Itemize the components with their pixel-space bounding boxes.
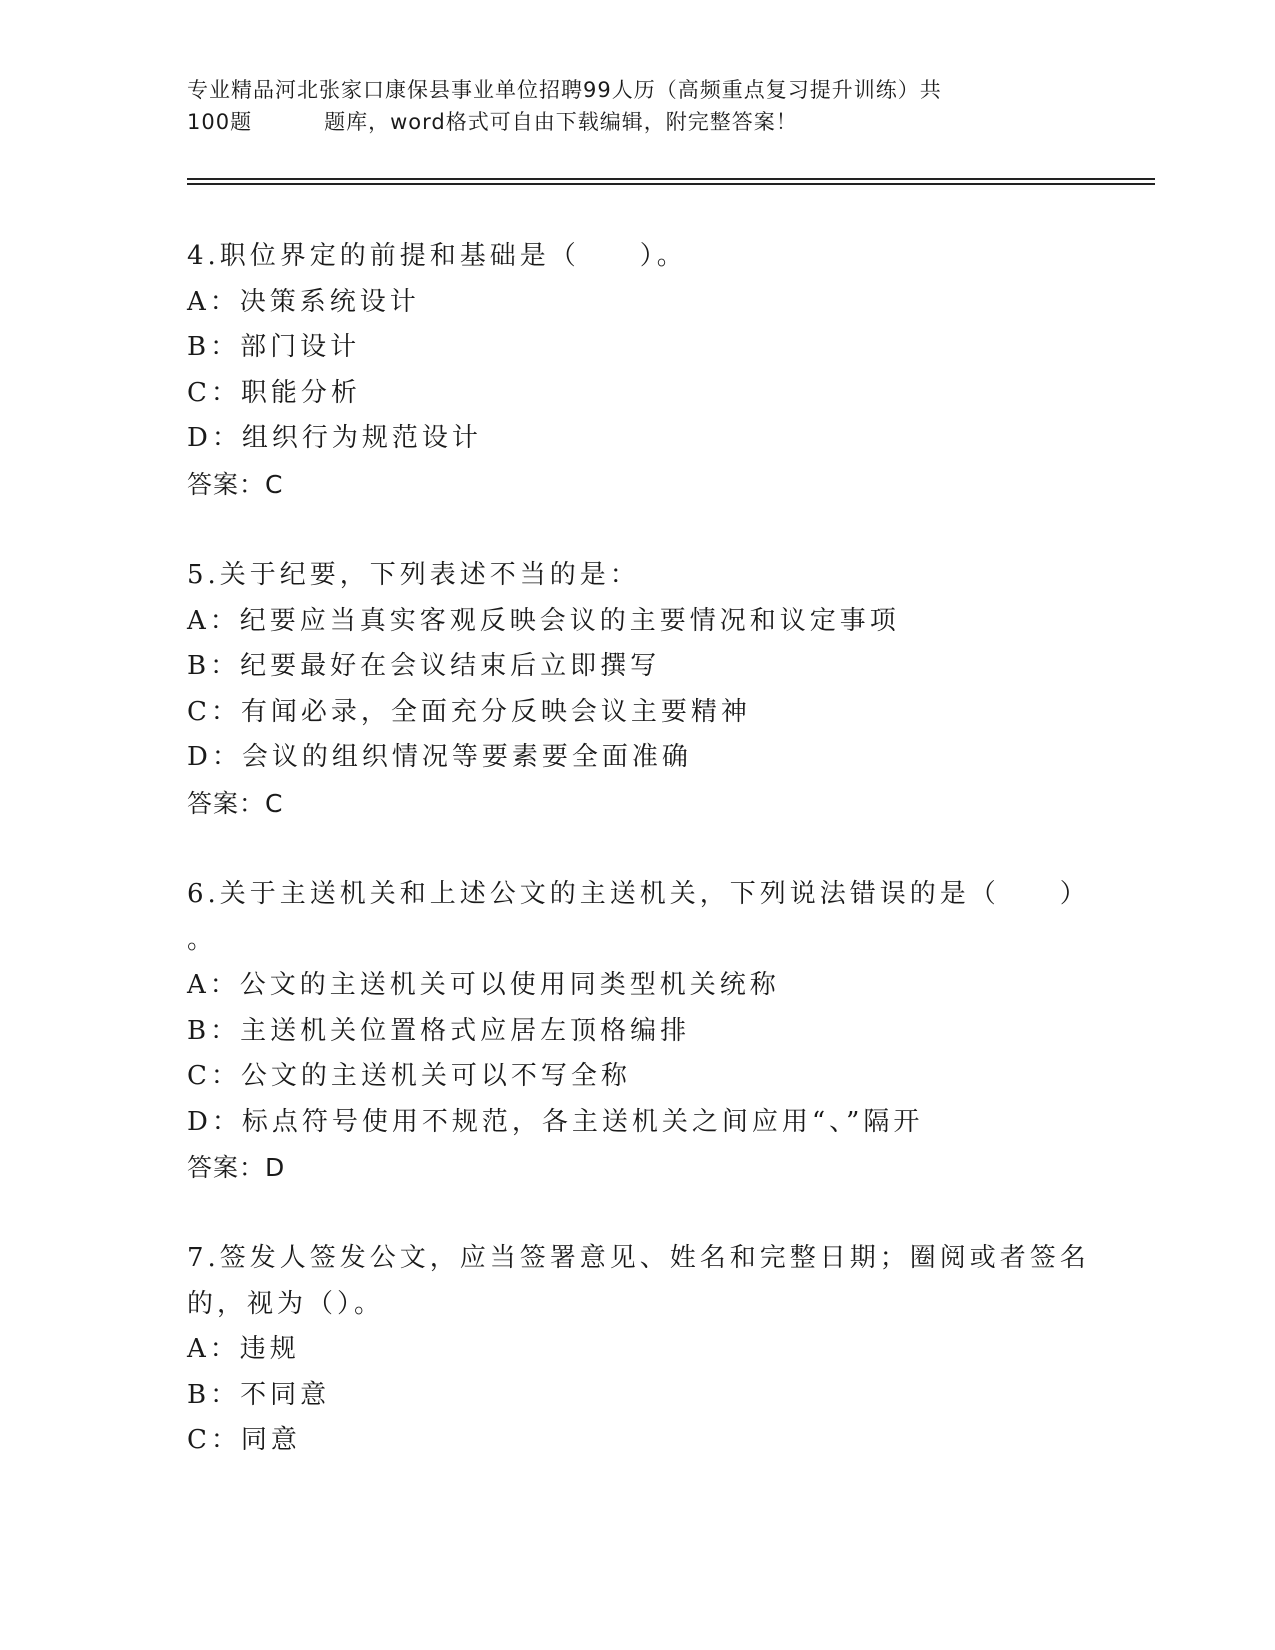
question-stem: 4.职位界定的前提和基础是（ ）。 <box>187 241 687 271</box>
question-block <box>187 553 1087 826</box>
header-divider-top <box>187 178 1155 180</box>
question-block <box>187 234 1087 507</box>
option-b: B：纪要最好在会议结束后立即撰写 <box>187 651 661 681</box>
option-d: D：会议的组织情况等要素要全面准确 <box>187 742 692 772</box>
header-title-line1: 专业精品河北张家口康保县事业单位招聘99人历（高频重点复习提升训练）共 <box>187 78 942 102</box>
question-stem: 7.签发人签发公文，应当签署意见、姓名和完整日期；圈阅或者签名 <box>187 1243 1090 1273</box>
option-c: C：职能分析 <box>187 377 361 408</box>
question-stem: 5.关于纪要，下列表述不当的是： <box>187 560 640 590</box>
option-d: D：组织行为规范设计 <box>187 423 482 453</box>
question-stem-continuation: 。 <box>187 924 218 955</box>
answer-text: 答案：D <box>187 1153 286 1182</box>
header-divider-bottom <box>187 183 1155 185</box>
option-c: C：有闻必录，全面充分反映会议主要精神 <box>187 696 751 727</box>
option-b: B：部门设计 <box>187 332 361 362</box>
header-description: 题库，word格式可自由下载编辑，附完整答案！ <box>324 110 798 134</box>
answer-text: 答案：C <box>187 788 284 818</box>
option-a: A：纪要应当真实客观反映会议的主要情况和议定事项 <box>187 605 900 636</box>
document-header <box>187 74 1067 138</box>
option-d: D：标点符号使用不规范，各主送机关之间应用“、”隔开 <box>187 1106 924 1137</box>
option-b: B：不同意 <box>187 1379 331 1410</box>
header-question-count: 100题 <box>187 110 253 134</box>
question-stem: 6.关于主送机关和上述公文的主送机关，下列说法错误的是（ ） <box>187 879 1090 909</box>
option-b: B：主送机关位置格式应居左顶格编排 <box>187 1015 691 1046</box>
question-block <box>187 1236 1090 1464</box>
option-c: C：同意 <box>187 1425 301 1455</box>
answer-text: 答案：C <box>187 469 284 499</box>
question-block <box>187 872 1090 1191</box>
option-a: A：公文的主送机关可以使用同类型机关统称 <box>187 970 780 1000</box>
option-a: A：决策系统设计 <box>187 286 420 317</box>
option-a: A：违规 <box>187 1334 300 1364</box>
header-title-line2 <box>187 106 1067 138</box>
option-c: C：公文的主送机关可以不写全称 <box>187 1061 631 1091</box>
question-stem-continuation: 的，视为（）。 <box>187 1288 385 1319</box>
